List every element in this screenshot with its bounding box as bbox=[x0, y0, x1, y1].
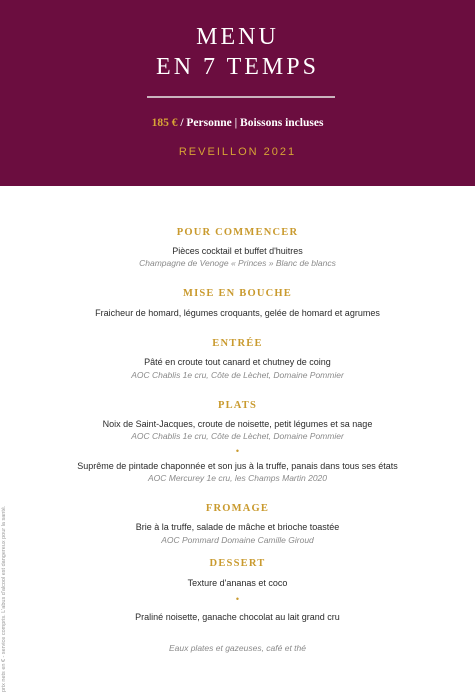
section-title-entree: ENTRÉE bbox=[212, 338, 263, 349]
menu-title-line1: MENU bbox=[196, 24, 279, 50]
header-divider bbox=[147, 96, 335, 98]
drinks-note: Eaux plates et gazeuses, café et thé bbox=[168, 643, 307, 653]
section-title-cheese: FROMAGE bbox=[205, 503, 270, 514]
mains-wine-2: AOC Mercurey 1e cru, les Champs Martin 2020 bbox=[147, 473, 328, 483]
amuse-dish: Fraicheur de homard, légumes croquants, gelée de homard et agrumes bbox=[95, 308, 380, 318]
section-title-dessert: DESSERT bbox=[209, 558, 266, 569]
starter-dish: Pièces cocktail et buffet d'huitres bbox=[172, 246, 303, 256]
cheese-wine: AOC Pommard Domaine Camille Giroud bbox=[161, 535, 314, 545]
cheese-dish: Brie à la truffe, salade de mâche et brioche toastée bbox=[135, 522, 340, 532]
menu-title-line2: EN 7 TEMPS bbox=[156, 54, 319, 80]
mains-dish-2: Suprême de pintade chaponnée et son jus à la truffe, panais dans tous ses états bbox=[77, 461, 398, 471]
starter-wine: Champagne de Venoge « Princes » Blanc de blancs bbox=[139, 258, 336, 268]
price: 185 € bbox=[151, 117, 178, 129]
legal-side-note: prix nets en € - service compris. L'abus d'alcool est dangereux pour la santé. bbox=[1, 505, 7, 692]
price-details: / Personne | Boissons incluses bbox=[177, 117, 324, 129]
dessert-dish-2: Praliné noisette, ganache chocolat au lait grand cru bbox=[135, 612, 340, 622]
mains-dish-1: Noix de Saint-Jacques, croute de noisette, petit légumes et sa nage bbox=[102, 419, 373, 429]
event-name: REVEILLON 2021 bbox=[178, 146, 297, 158]
dessert-separator: • bbox=[235, 594, 240, 604]
entree-dish: Pâté en croute tout canard et chutney de coing bbox=[144, 357, 331, 367]
mains-wine-1: AOC Chablis 1e cru, Côte de Lèchet, Domaine Pommier bbox=[131, 431, 344, 441]
price-line bbox=[0, 117, 475, 129]
dessert-dish-1: Texture d'ananas et coco bbox=[187, 578, 288, 588]
mains-separator: • bbox=[235, 446, 240, 456]
section-title-mains: PLATS bbox=[217, 400, 258, 411]
section-title-starter: POUR COMMENCER bbox=[176, 227, 299, 238]
section-title-amuse: MISE EN BOUCHE bbox=[183, 288, 292, 299]
entree-wine: AOC Chablis 1e cru, Côte de Lèchet, Domaine Pommier bbox=[131, 370, 344, 380]
menu-header bbox=[0, 0, 475, 186]
